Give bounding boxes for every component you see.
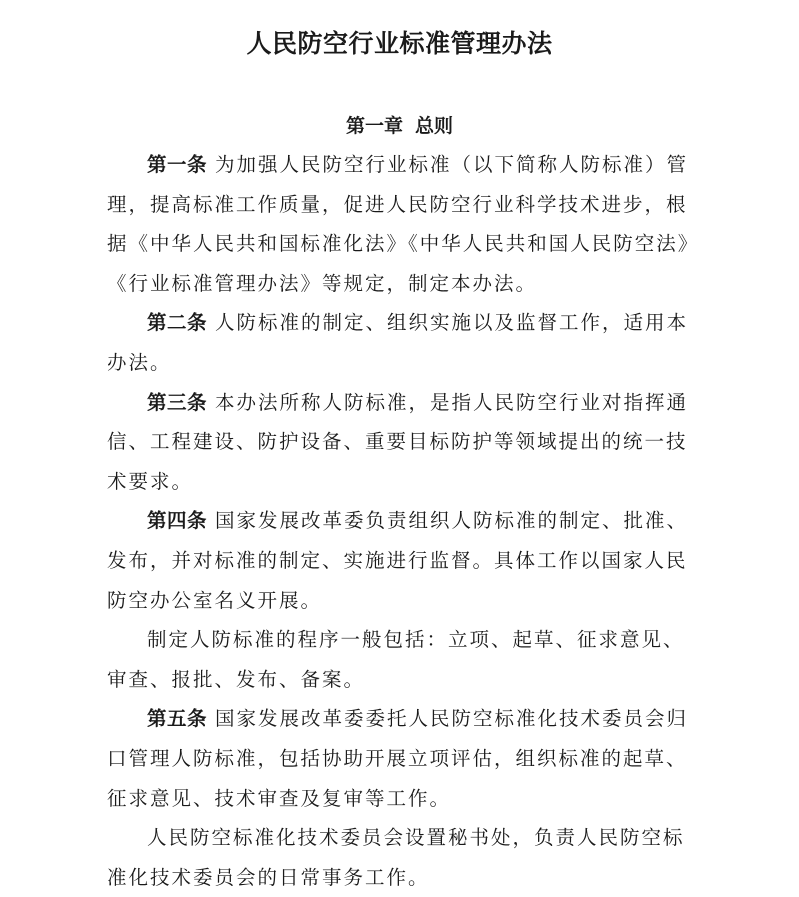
article-text: 制定人防标准的程序一般包括：立项、起草、征求意见、审查、报批、发布、备案。: [107, 628, 685, 691]
article-text: 为加强人民防空行业标准（以下简称人防标准）管理，提高标准工作质量，促进人民防空行业科学技术进步，根据《中华人民共和国标准化法》《中华人民共和国人民防空法》《行业标准管理办法》等规定，制定本办法。: [107, 153, 690, 295]
article-text: 国家发展改革委委托人民防空标准化技术委员会归口管理人防标准，包括协助开展立项评估，组织标准的起草、征求意见、技术审查及复审等工作。: [107, 707, 689, 810]
article-number: 第二条: [147, 311, 208, 335]
document-body: [107, 145, 699, 897]
article-paragraph: [107, 383, 699, 502]
article-sub-paragraph: [107, 818, 699, 897]
article-paragraph: [107, 145, 699, 303]
article-paragraph: [107, 303, 699, 382]
article-number: 第四条: [147, 509, 208, 533]
article-paragraph: [107, 501, 699, 620]
article-paragraph: [107, 699, 699, 818]
article-text: 国家发展改革委负责组织人防标准的制定、批准、发布，并对标准的制定、实施进行监督。具体工作以国家人民防空办公室名义开展。: [107, 509, 689, 612]
chapter-number: 第一章: [345, 115, 403, 137]
chapter-name: 总则: [415, 115, 454, 137]
article-text: 人防标准的制定、组织实施以及监督工作，适用本办法。: [107, 311, 689, 374]
chapter-heading: [0, 112, 799, 140]
article-sub-paragraph: [107, 620, 699, 699]
article-text: 本办法所称人防标准，是指人民防空行业对指挥通信、工程建设、防护设备、重要目标防护等领域提出的统一技术要求。: [107, 390, 689, 493]
article-number: 第一条: [147, 153, 208, 176]
article-number: 第三条: [147, 390, 208, 414]
article-number: 第五条: [147, 707, 208, 731]
document-title: 人民防空行业标准管理办法: [246, 29, 553, 58]
article-text: 人民防空标准化技术委员会设置秘书处，负责人民防空标准化技术委员会的日常事务工作。: [107, 826, 685, 889]
